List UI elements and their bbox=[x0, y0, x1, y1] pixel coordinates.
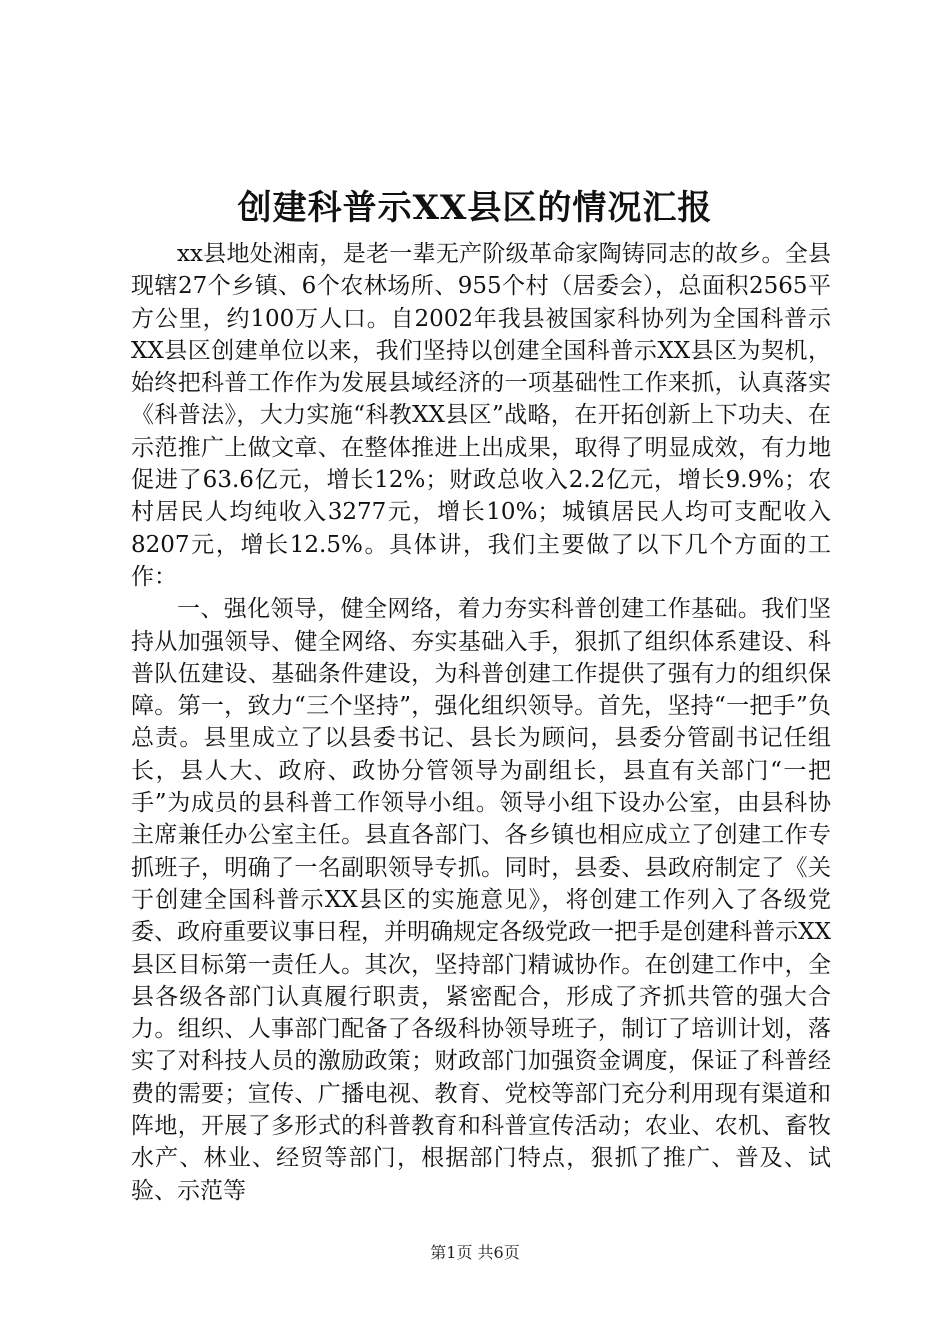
document-body bbox=[131, 238, 831, 1207]
page-footer: 第1页 共6页 bbox=[430, 1243, 520, 1262]
document-title: 创建科普示XX县区的情况汇报 bbox=[237, 188, 713, 228]
paragraph-intro: xx县地处湘南，是老一辈无产阶级革命家陶铸同志的故乡。全县现辖27个乡镇、6个农林场所、955个村（居委会），总面积2565平方公里，约100万人口。自2002年我县被国家科协列为全国科普示XX县区创建单位以来，我们坚持以创建全国科普示XX县区为契机，始终把科普工作作为发展县域经济的一项基础性工作来抓，认真落实《科普法》，大力实施“科教XX县区”战略，在开拓创新上下功夫、在示范推广上做文章、在整体推进上出成果，取得了明显成效，有力地促进了63.6亿元，增长12%；财政总收入2.2亿元，增长9.9%；农村居民人均纯收入3277元，增长10%；城镇居民人均可支配收入8207元，增长12.5%。具体讲，我们主要做了以下几个方面的工作： bbox=[131, 241, 831, 590]
paragraph-section-one: 一、强化领导，健全网络，着力夯实科普创建工作基础。我们坚持从加强领导、健全网络、夯实基础入手，狠抓了组织体系建设、科普队伍建设、基础条件建设，为科普创建工作提供了强有力的组织保障。第一，致力“三个坚持”，强化组织领导。首先，坚持“一把手”负总责。县里成立了以县委书记、县长为顾问，县委分管副书记任组长，县人大、政府、政协分管领导为副组长，县直有关部门“一把手”为成员的县科普工作领导小组。领导小组下设办公室，由县科协主席兼任办公室主任。县直各部门、各乡镇也相应成立了创建工作专抓班子，明确了一名副职领导专抓。同时，县委、县政府制定了《关于创建全国科普示XX县区的实施意见》，将创建工作列入了各级党委、政府重要议事日程，并明确规定各级党政一把手是创建科普示XX县区目标第一责任人。其次，坚持部门精诚协作。在创建工作中，全县各级各部门认真履行职责，紧密配合，形成了齐抓共管的强大合力。组织、人事部门配备了各级科协领导班子，制订了培训计划，落实了对科技人员的激励政策；财政部门加强资金调度，保证了科普经费的需要；宣传、广播电视、教育、党校等部门充分利用现有渠道和阵地，开展了多形式的科普教育和科普宣传活动；农业、农机、畜牧水产、林业、经贸等部门，根据部门特点，狠抓了推广、普及、试验、示范等 bbox=[131, 596, 831, 1204]
